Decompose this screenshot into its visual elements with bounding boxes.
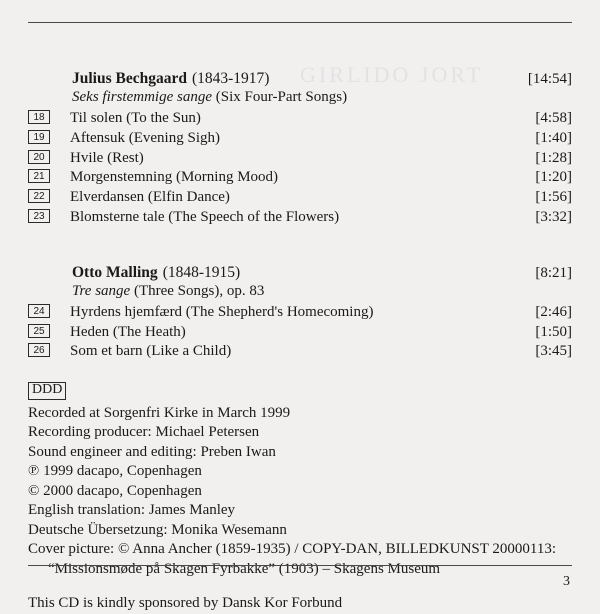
track-row — [28, 109, 572, 129]
bottom-rule — [28, 565, 572, 566]
credit-line: Deutsche Übersetzung: Monika Wesemann — [28, 521, 287, 538]
credit-line: ℗ 1999 dacapo, Copenhagen — [28, 463, 202, 480]
group-duration: [14:54] — [527, 71, 572, 87]
ddd-badge: DDD — [28, 382, 66, 400]
track-row — [28, 149, 572, 169]
track-duration: [3:45] — [535, 343, 572, 360]
credit-line: Cover picture: © Anna Ancher (1859-1935) / COPY-DAN, BILLEDKUNST 20000113: — [28, 541, 557, 558]
track-duration: [4:58] — [535, 110, 572, 126]
credit-line: Recorded at Sorgenfri Kirke in March 1999 — [28, 404, 291, 421]
track-number: 19 — [28, 130, 50, 144]
track-duration: [3:32] — [535, 208, 572, 225]
track-row — [28, 342, 572, 362]
credit-line: © 2000 dacapo, Copenhagen — [28, 482, 202, 499]
track-title: Hyrdens hjemfærd (The Shepherd's Homecoming) — [70, 303, 374, 320]
track-row — [28, 208, 572, 228]
track-number: 26 — [28, 343, 50, 357]
track-row — [28, 188, 572, 208]
work-title — [72, 283, 572, 300]
composer-name: Julius Bechgaard — [72, 70, 187, 87]
sponsor-line: This CD is kindly sponsored by Dansk Kor Forbund — [28, 595, 343, 612]
track-duration: [1:56] — [535, 189, 572, 206]
track-number: 22 — [28, 189, 50, 203]
track-title: Blomsterne tale (The Speech of the Flowers) — [70, 208, 340, 225]
track-row — [28, 168, 572, 188]
credit-line: Sound engineer and editing: Preben Iwan — [28, 443, 276, 460]
track-number: 21 — [28, 169, 50, 183]
track-number: 20 — [28, 150, 50, 164]
work-title-roman: (Three Songs), op. 83 — [130, 282, 265, 299]
track-duration: [1:28] — [535, 149, 572, 166]
credits-block — [28, 380, 572, 614]
group-duration: [8:21] — [535, 264, 572, 281]
background-watermark: GIRLIDO JORT — [300, 62, 484, 87]
top-rule — [28, 22, 572, 23]
composer-name: Otto Malling — [72, 263, 158, 281]
credit-line: Recording producer: Michael Petersen — [28, 424, 260, 441]
group-header — [72, 70, 572, 88]
track-number: 23 — [28, 209, 50, 223]
track-title: Hvile (Rest) — [70, 149, 144, 166]
track-title: Som et barn (Like a Child) — [70, 343, 232, 360]
work-title-roman: (Six Four-Part Songs) — [211, 89, 348, 105]
track-number: 24 — [28, 304, 50, 318]
track-duration: [1:50] — [535, 323, 572, 340]
track-title: Til solen (To the Sun) — [70, 110, 201, 126]
work-title — [72, 89, 572, 106]
track-duration: [2:46] — [535, 303, 572, 320]
track-group — [28, 264, 572, 362]
track-title: Aftensuk (Evening Sigh) — [70, 129, 220, 146]
track-number: 18 — [28, 110, 50, 124]
work-title-italic: Seks firstemmige sange — [72, 89, 212, 105]
credit-line: English translation: James Manley — [28, 502, 236, 519]
track-duration: [1:20] — [535, 169, 572, 186]
track-title: Heden (The Heath) — [70, 323, 186, 340]
track-duration: [1:40] — [535, 129, 572, 146]
group-header — [72, 264, 572, 282]
work-title-italic: Tre sange — [72, 282, 131, 299]
track-row — [28, 303, 572, 323]
track-row — [28, 129, 572, 149]
credit-line-indented: “Missionsmøde på Skagen Fyrbakke” (1903) – Skagens Museum — [48, 560, 441, 577]
page-number: 3 — [563, 574, 570, 589]
composer-dates: (1848-1915) — [162, 263, 241, 281]
track-row — [28, 323, 572, 343]
track-title: Elverdansen (Elfin Dance) — [70, 189, 230, 206]
track-title: Morgenstemning (Morning Mood) — [70, 169, 279, 186]
track-group — [28, 70, 572, 228]
page-content — [28, 70, 572, 614]
composer-dates: (1843-1917) — [191, 70, 270, 87]
track-number: 25 — [28, 324, 50, 338]
group-spacer — [28, 238, 572, 264]
